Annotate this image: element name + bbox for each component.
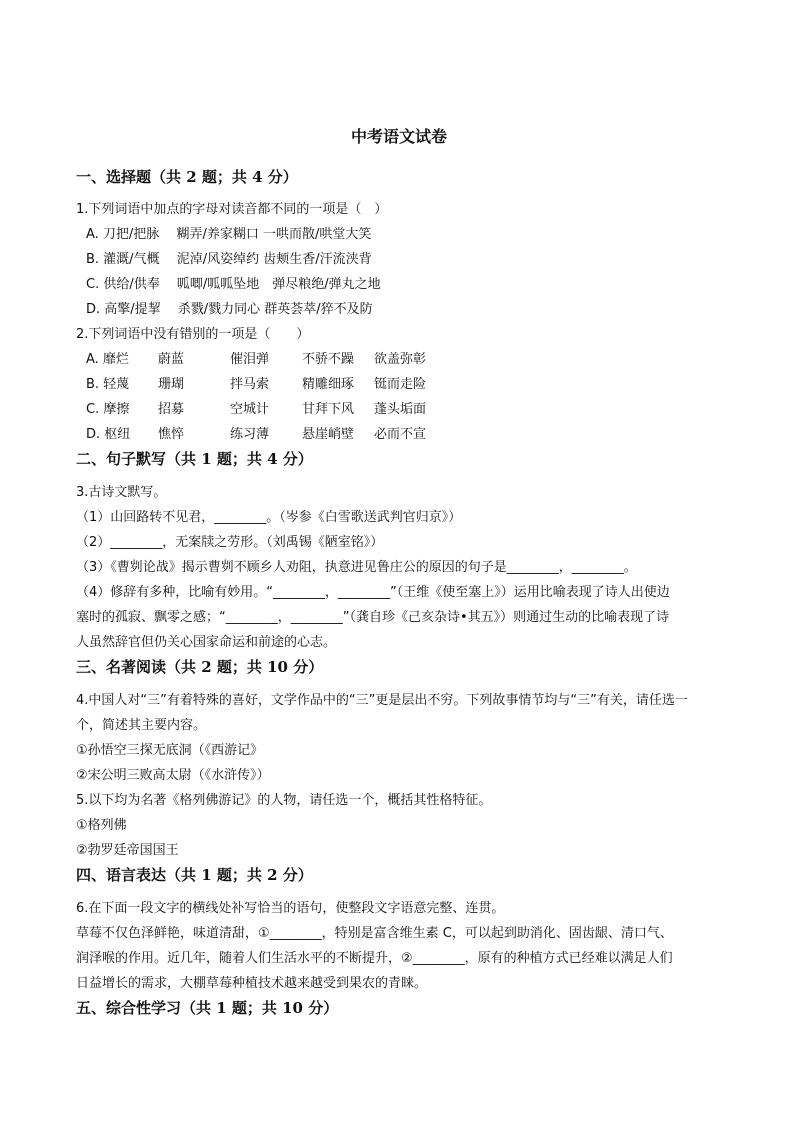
section-heading-3: 三、名著阅读（共 2 题；共 10 分） [76,658,324,676]
word: 招募 [158,402,185,417]
word: 空城计 [230,402,270,417]
question-1-option-d: D. 高擎/提挈 杀戮/戮力同心 群英荟萃/猝不及防 [86,302,373,317]
question-6-text-line-2: 润泽喉的作用。近几年，随着人们生活水平的不断提升，②________，原有的种植方式已经难以满足人们 [76,951,673,966]
section-heading-4: 四、语言表达（共 1 题；共 2 分） [76,866,313,884]
question-2-stem: 2.下列词语中没有错别的一项是（ ） [76,327,310,342]
question-4-stem-line-2: 个，简述其主要内容。 [76,718,207,733]
word: 铤而走险 [374,377,427,392]
section-heading-2: 二、句子默写（共 1 题；共 4 分） [76,450,313,468]
question-6-text-line-1: 草莓不仅色泽鲜艳，味道清甜，①________，特别是富含维生素 C，可以起到助消化、固齿龈、清口气、 [76,926,673,941]
question-3-part-1: （1）山回路转不见君，________。（岑参《白雪歌送武判官归京》） [76,510,462,525]
word: 催泪弹 [230,352,270,367]
question-5-option-1: ①格列佛 [76,818,127,833]
page-title: 中考语文试卷 [350,127,447,146]
question-2-option-d [86,425,426,445]
question-4-stem-line-1: 4.中国人对“三”有着特殊的喜好，文学作品中的“三”更是层出不穷。下列故事情节均与“三”有关，请任选一 [76,693,688,708]
question-3-part-3: （3）《曹刿论战》揭示曹刿不顾乡人劝阻，执意进见鲁庄公的原因的句子是________，________。 [76,560,637,575]
word: 必而不宣 [374,427,427,442]
question-2-option-c [86,400,426,420]
question-3-part-4-line-2: 塞时的孤寂、飘零之感；“________，________”（龚自珍《己亥杂诗•其五》）则通过生动的比喻表现了诗 [76,610,670,625]
question-3-part-2: （2）________，无案牍之劳形。（刘禹锡《陋室铭》） [76,535,384,550]
question-3-stem: 3.古诗文默写。 [76,485,167,500]
question-1-stem: 1.下列词语中加点的字母对读音都不同的一项是（ ） [76,202,388,217]
question-6-stem: 6.在下面一段文字的横线处补写恰当的语句，使整段文字语意完整、连贯。 [76,901,505,916]
question-3-part-4-line-3: 人虽然辞官但仍关心国家命运和前途的心志。 [76,635,337,650]
word: 拌马索 [230,377,270,392]
question-4-option-1: ①孙悟空三探无底洞（《西游记》 [76,743,264,758]
word: 蓬头垢面 [374,402,427,417]
question-3-part-4-line-1: （4）修辞有多种，比喻有妙用。“________，________”（王维《使至塞上》）运用比喻表现了诗人出使边 [76,585,670,600]
question-4-option-2: ②宋公明三败高太尉（《水浒传》） [76,768,270,783]
word: 珊瑚 [158,377,185,392]
question-1-option-c: C. 供给/供奉 呱唧/呱呱坠地 弹尽粮绝/弹丸之地 [86,277,381,292]
word: 憔悴 [158,427,185,442]
word: 不骄不躁 [302,352,355,367]
word: 欲盖弥彰 [374,352,427,367]
word: 悬崖峭壁 [302,427,355,442]
section-heading-5: 五、综合性学习（共 1 题；共 10 分） [76,999,339,1017]
word: D. 枢纽 [86,427,131,442]
word: 甘拜下风 [302,402,355,417]
question-6-text-line-3: 日益增长的需求，大棚草莓种植技术越来越受到果农的青睐。 [76,976,428,991]
question-1-option-a: A. 刀把/把脉 糊弄/养家糊口 一哄而散/哄堂大笑 [86,227,372,242]
question-5-option-2: ②勃罗廷帝国国王 [76,843,179,858]
question-1-option-b: B. 灌溉/气概 泥淖/风姿绰约 齿颊生香/汗流浃背 [86,252,372,267]
word: C. 摩擦 [86,402,130,417]
word: B. 轻蔑 [86,377,130,392]
question-5-stem: 5.以下均为名著《格列佛游记》的人物，请任选一个，概括其性格特征。 [76,793,492,808]
question-2-option-a [86,350,426,370]
word: A. 靡烂 [86,352,129,367]
word: 练习薄 [230,427,270,442]
question-2-option-b [86,375,426,395]
section-heading-1: 一、选择题（共 2 题；共 4 分） [76,168,298,186]
word: 蔚蓝 [158,352,185,367]
word: 精雕细琢 [302,377,355,392]
